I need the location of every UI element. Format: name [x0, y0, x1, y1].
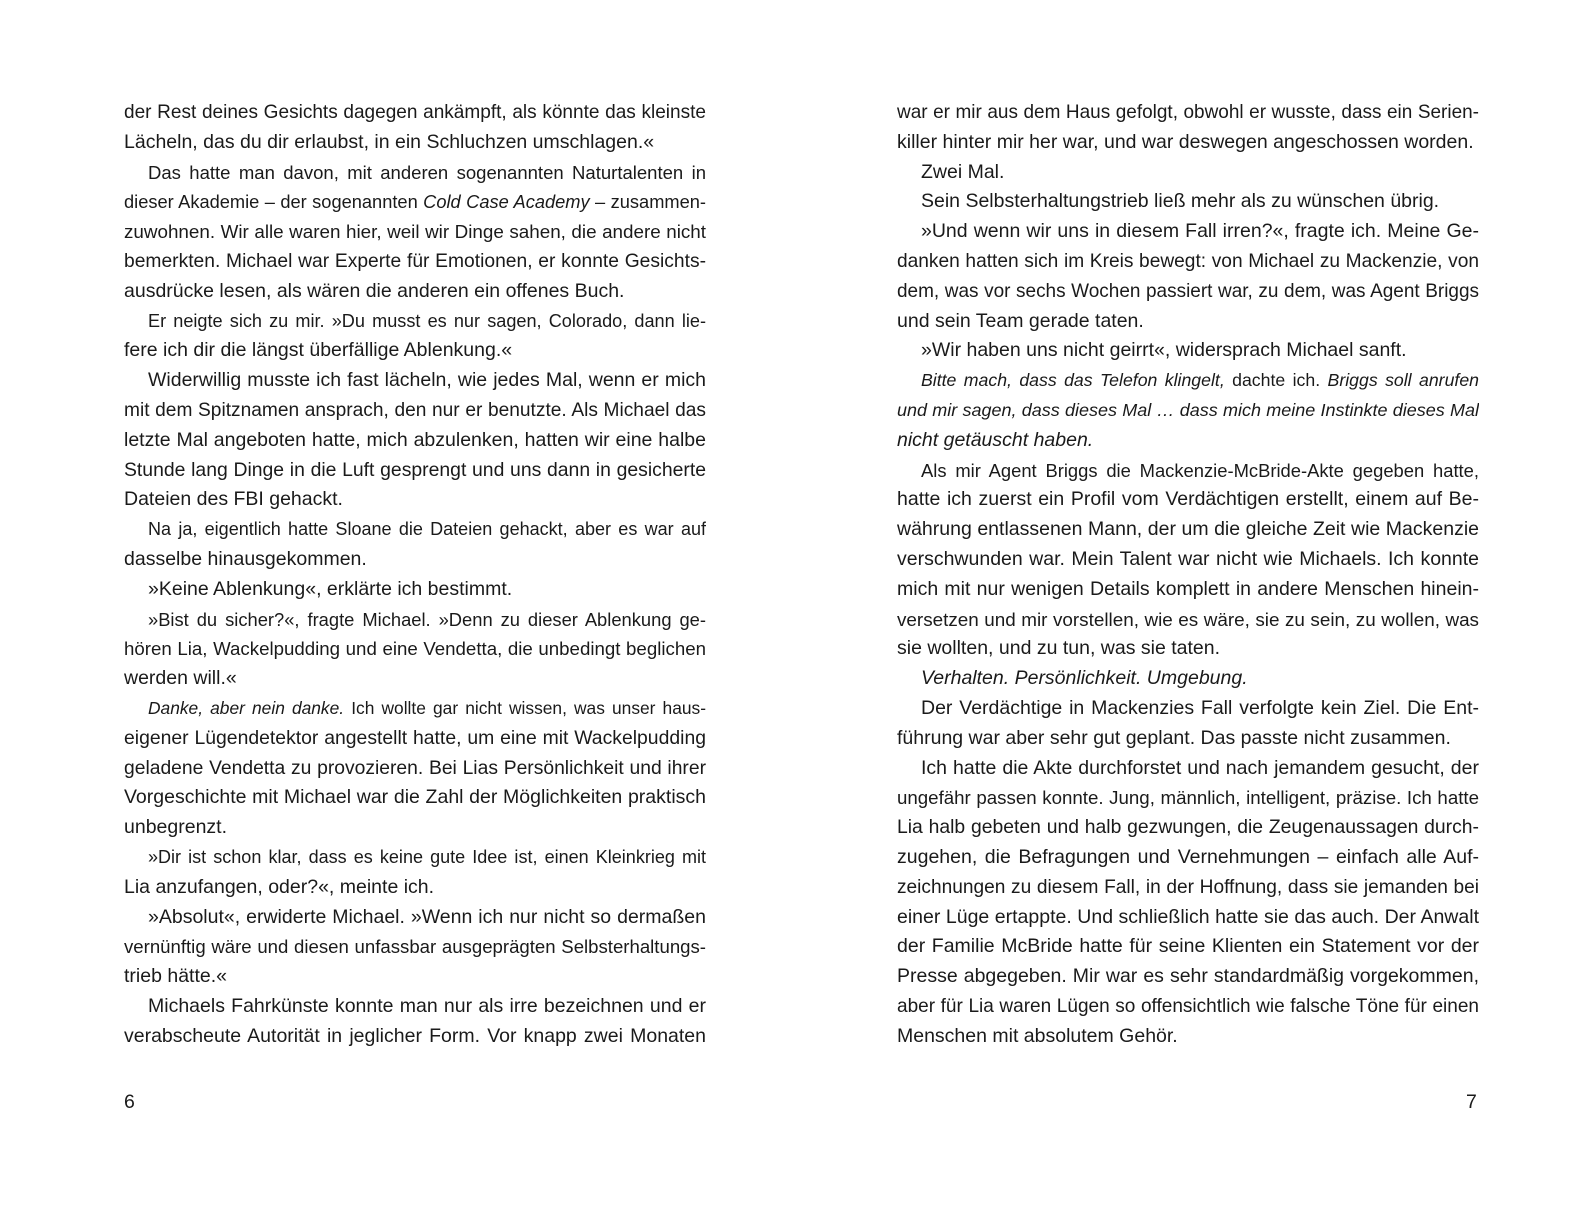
text-segment: Stunde lang Dinge in die Luft gesprengt und uns dann in gesicherte — [124, 458, 706, 481]
text-segment: verabscheute Autorität in jeglicher Form. Vor knapp zwei Monaten — [124, 1024, 706, 1047]
text-line — [897, 903, 1479, 933]
text-segment: und sein Team gerade taten. — [897, 309, 1144, 332]
text-segment: versetzen und mir vorstellen, wie es wäre, sie zu sein, zu wollen, was — [897, 608, 1479, 630]
text-segment: killer hinter mir her war, und war deswegen angeschossen worden. — [897, 130, 1474, 153]
left-page-text — [124, 98, 706, 1052]
text-segment: danken hatten sich im Kreis bewegt: von Michael zu Mackenzie, von — [897, 250, 1479, 272]
right-page-text — [897, 98, 1479, 1052]
text-segment: eigener Lügendetektor angestellt hatte, um eine mit Wackelpudding — [124, 726, 706, 749]
text-line — [897, 247, 1479, 277]
text-segment: unbegrenzt. — [124, 816, 227, 839]
text-line — [124, 187, 706, 217]
text-line — [897, 98, 1479, 128]
text-line — [897, 545, 1479, 575]
text-segment: Das hatte man davon, mit anderen sogenannten Naturtalenten in — [148, 161, 706, 183]
text-line — [124, 277, 706, 307]
text-segment: Vorgeschichte mit Michael war die Zahl der Möglichkeiten praktisch — [124, 786, 706, 809]
text-line — [897, 932, 1479, 962]
text-line — [124, 336, 706, 366]
text-line — [897, 992, 1479, 1022]
text-line — [124, 962, 706, 992]
text-segment: währung entlassenen Mann, der um die gleiche Zeit wie Mackenzie — [897, 518, 1479, 541]
text-line — [897, 754, 1479, 784]
text-segment: einer Lüge ertappte. Und schließlich hatte sie das auch. Der Anwalt — [897, 905, 1479, 928]
text-line — [124, 217, 706, 247]
text-line — [897, 128, 1479, 158]
text-line — [897, 336, 1479, 366]
text-line — [124, 307, 706, 337]
text-line — [124, 545, 706, 575]
text-line — [897, 724, 1479, 754]
text-line — [897, 187, 1479, 217]
text-line — [897, 962, 1479, 992]
text-line — [124, 903, 706, 933]
text-segment: Ich wollte gar nicht wissen, was unser haus- — [344, 697, 706, 718]
text-line — [124, 366, 706, 396]
text-segment: aber für Lia waren Lügen so offensichtlich wie falsche Töne für einen — [897, 995, 1479, 1017]
text-line — [897, 426, 1479, 456]
text-segment: »Bist du sicher?«, fragte Michael. »Denn zu dieser Ablenkung ge- — [148, 608, 706, 630]
text-line — [897, 396, 1479, 426]
text-line — [897, 366, 1479, 396]
text-segment: Als mir Agent Briggs die Mackenzie-McBride-Akte gegeben hatte, — [921, 459, 1479, 481]
text-segment: der Rest deines Gesichts dagegen ankämpft, als könnte das kleinste — [124, 102, 706, 123]
text-segment: Er neigte sich zu mir. »Du musst es nur sagen, Colorado, dann lie- — [148, 310, 706, 331]
text-segment: Michaels Fahrkünste konnte man nur als irre bezeichnen und er — [148, 994, 706, 1017]
text-line — [124, 932, 706, 962]
text-segment: Der Verdächtige in Mackenzies Fall verfolgte kein Ziel. Die Ent- — [921, 696, 1479, 719]
text-segment: dachte ich. — [1224, 370, 1328, 391]
text-line — [897, 515, 1479, 545]
text-line — [897, 664, 1479, 694]
text-segment: geladene Vendetta zu provozieren. Bei Lias Persönlichkeit und ihrer — [124, 757, 706, 779]
text-line — [124, 634, 706, 664]
text-segment: bemerkten. Michael war Experte für Emotionen, er konnte Gesichts- — [124, 250, 706, 272]
text-line — [124, 515, 706, 545]
text-segment: – zusammen- — [589, 191, 706, 213]
text-segment: ausdrücke lesen, als wären die anderen ein offenes Buch. — [124, 279, 625, 302]
text-segment: zeichnungen zu diesem Fall, in der Hoffnung, dass sie jemanden bei — [897, 876, 1479, 898]
text-line — [124, 724, 706, 754]
text-line — [124, 992, 706, 1022]
text-line — [897, 277, 1479, 307]
text-segment: dem, was vor sechs Wochen passiert war, zu dem, was Agent Briggs — [897, 280, 1479, 302]
text-line — [124, 664, 706, 694]
text-line — [124, 813, 706, 843]
text-segment: Ich hatte die Akte durchforstet und nach jemandem gesucht, der — [921, 756, 1479, 779]
text-line — [897, 634, 1479, 664]
text-segment: »Dir ist schon klar, dass es keine gute Idee ist, einen Kleinkrieg mit — [148, 846, 706, 867]
text-segment: Zwei Mal. — [921, 160, 1005, 183]
right-page-number: 7 — [1466, 1091, 1477, 1113]
text-line — [897, 575, 1479, 605]
text-segment: Menschen mit absolutem Gehör. — [897, 1024, 1178, 1047]
text-line — [124, 605, 706, 635]
italic-text: Cold Case Academy — [423, 191, 590, 213]
text-line — [124, 98, 706, 128]
text-segment: mich mit nur wenigen Details komplett in andere Menschen hinein- — [897, 577, 1479, 600]
text-line — [124, 1022, 706, 1052]
text-line — [897, 813, 1479, 843]
text-segment: zuwohnen. Wir alle waren hier, weil wir Dinge sahen, die andere nicht — [124, 221, 706, 243]
text-line — [897, 485, 1479, 515]
italic-text: Verhalten. Persönlichkeit. Umgebung. — [921, 667, 1248, 690]
text-segment: Presse abgegeben. Mir war es sehr standardmäßig vorgekommen, — [897, 965, 1479, 988]
italic-text: Bitte mach, dass das Telefon klingelt, — [921, 370, 1225, 391]
text-segment: hatte ich zuerst ein Profil vom Verdächtigen erstellt, einem auf Be- — [897, 488, 1479, 511]
text-segment: »Wir haben uns nicht geirrt«, widersprach Michael sanft. — [921, 339, 1407, 362]
text-line — [897, 158, 1479, 188]
text-segment: »Und wenn wir uns in diesem Fall irren?«, fragte ich. Meine Ge- — [921, 220, 1479, 243]
text-segment: letzte Mal angeboten hatte, mich abzulenken, hatten wir eine halbe — [124, 428, 706, 451]
text-segment: zugehen, die Befragungen und Vernehmungen – einfach alle Auf- — [897, 845, 1479, 868]
text-segment: sie wollten, und zu tun, was sie taten. — [897, 637, 1221, 660]
text-line — [897, 307, 1479, 337]
text-line — [124, 575, 706, 605]
text-line — [124, 694, 706, 724]
text-segment: Lia anzufangen, oder?«, meinte ich. — [124, 875, 435, 898]
text-line — [124, 485, 706, 515]
italic-text: und mir sagen, dass dieses Mal … dass mich meine Instinkte dieses Mal — [897, 399, 1479, 420]
text-segment: dasselbe hinausgekommen. — [124, 547, 367, 570]
text-line — [124, 158, 706, 188]
text-segment: Lia halb gebeten und halb gezwungen, die Zeugenaussagen durch- — [897, 816, 1479, 839]
text-line — [124, 843, 706, 873]
text-line — [897, 1022, 1479, 1052]
text-segment: hören Lia, Wackelpudding und eine Vendetta, die unbedingt beglichen — [124, 638, 706, 660]
text-line — [897, 783, 1479, 813]
text-segment: ungefähr passen konnte. Jung, männlich, intelligent, präzise. Ich hatte — [897, 787, 1479, 809]
text-line — [897, 694, 1479, 724]
text-line — [124, 873, 706, 903]
text-line — [124, 396, 706, 426]
italic-text: nicht getäuscht haben. — [897, 428, 1094, 451]
text-segment: Widerwillig musste ich fast lächeln, wie jedes Mal, wenn er mich — [148, 369, 706, 392]
text-segment: »Absolut«, erwiderte Michael. »Wenn ich nur nicht so dermaßen — [148, 905, 706, 928]
text-line — [124, 426, 706, 456]
text-segment: Sein Selbsterhaltungstrieb ließ mehr als zu wünschen übrig. — [921, 190, 1440, 213]
italic-text: Briggs soll anrufen — [1327, 370, 1479, 391]
text-line — [897, 456, 1479, 486]
left-page-number: 6 — [124, 1091, 135, 1113]
text-line — [897, 843, 1479, 873]
text-segment: »Keine Ablenkung«, erklärte ich bestimmt. — [148, 577, 513, 600]
text-segment: der Familie McBride hatte für seine Klienten ein Statement vor der — [897, 935, 1479, 958]
text-segment: war er mir aus dem Haus gefolgt, obwohl er wusste, dass ein Serien- — [897, 102, 1479, 123]
text-line — [124, 456, 706, 486]
text-segment: dieser Akademie – der sogenannten — [124, 191, 424, 213]
text-line — [124, 783, 706, 813]
text-line — [897, 605, 1479, 635]
text-segment: mit dem Spitznamen ansprach, den nur er benutzte. Als Michael das — [124, 399, 706, 421]
text-segment: Lächeln, das du dir erlaubst, in ein Schluchzen umschlagen.« — [124, 130, 655, 153]
text-segment: fere ich dir die längst überfällige Ablenkung.« — [124, 339, 513, 362]
text-segment: Dateien des FBI gehackt. — [124, 488, 343, 511]
text-segment: verschwunden war. Mein Talent war nicht wie Michaels. Ich konnte — [897, 547, 1479, 570]
text-line — [124, 128, 706, 158]
text-segment: werden will.« — [124, 667, 237, 690]
text-segment: führung war aber sehr gut geplant. Das passte nicht zusammen. — [897, 726, 1451, 749]
text-segment: Na ja, eigentlich hatte Sloane die Dateien gehackt, aber es war auf — [148, 519, 706, 540]
italic-text: Danke, aber nein danke. — [148, 697, 345, 718]
text-line — [124, 754, 706, 784]
text-segment: vernünftig wäre und diesen unfassbar ausgeprägten Selbsterhaltungs- — [124, 936, 706, 958]
text-line — [897, 217, 1479, 247]
text-segment: trieb hätte.« — [124, 965, 227, 988]
text-line — [124, 247, 706, 277]
text-line — [897, 873, 1479, 903]
